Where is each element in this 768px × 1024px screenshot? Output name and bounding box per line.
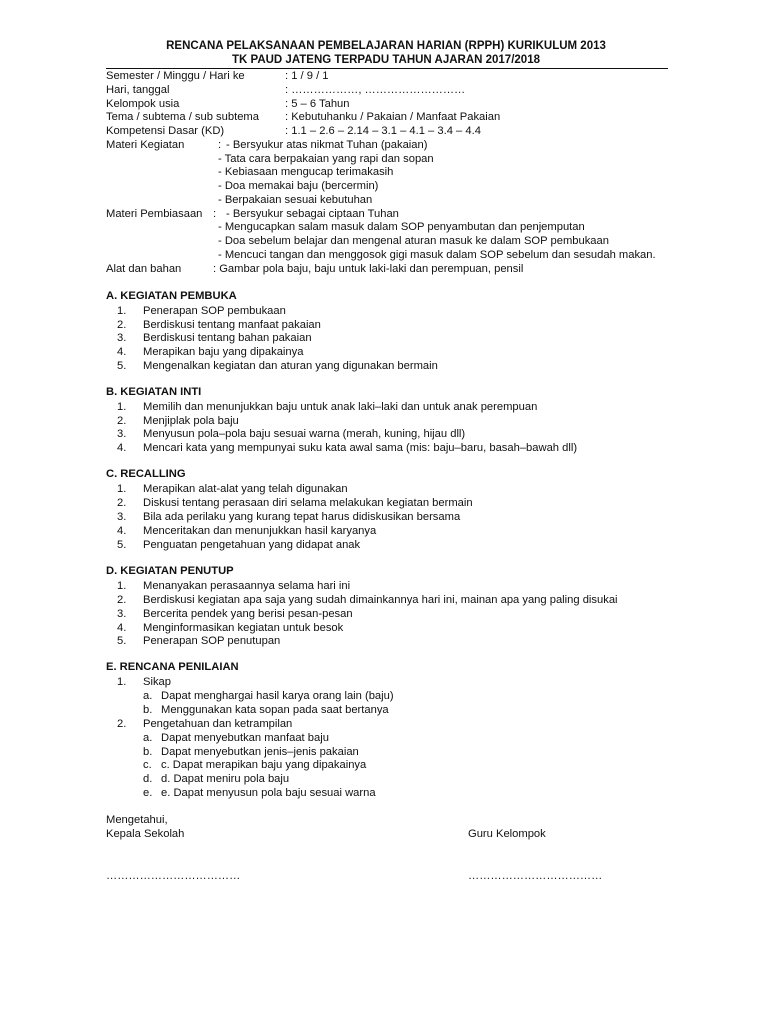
info-label: Kelompok usia [106,98,180,110]
list-number: 4. [117,622,127,634]
info-label: Kompetensi Dasar (KD) [106,125,225,137]
materi-pembiasaan-item: - Mencuci tangan dan menggosok gigi masuk dalam SOP sebelum dan sesudah makan. [218,249,656,261]
list-number: 3. [117,332,127,344]
info-row-hari-tanggal [0,83,768,97]
list-text: Bercerita pendek yang berisi pesan-pesan [143,608,353,620]
list-item [0,427,768,441]
list-text: Menceritakan dan menunjukkan hasil karyanya [143,525,377,537]
info-row-kelompok-usia [0,97,768,111]
sub-mark: a. [143,732,153,744]
list-text: Merapikan alat-alat yang telah digunakan [143,483,348,495]
list-number: 3. [117,608,127,620]
kepala-sekolah-label: Kepala Sekolah [106,828,185,840]
document-title-line1: RENCANA PELAKSANAAN PEMBELAJARAN HARIAN (RPPH) KURIKULUM 2013 [166,40,606,52]
list-text: Pengetahuan dan ketrampilan [143,718,293,730]
guru-kelompok-signature-line: ……………………………… [468,870,603,882]
info-row-semester [0,69,768,83]
sub-mark: c. [143,759,152,771]
list-text: Sikap [143,676,171,688]
list-text: Memilih dan menunjukkan baju untuk anak laki–laki dan untuk anak perempuan [143,401,538,413]
info-value: : 1 / 9 / 1 [285,70,329,82]
list-item [0,318,768,332]
sub-item [0,758,768,772]
list-text: Penguatan pengetahuan yang didapat anak [143,539,361,551]
list-text: Penerapan SOP penutupan [143,635,281,647]
sub-mark: e. [143,787,153,799]
info-label: Semester / Minggu / Hari ke [106,70,245,82]
list-text: Menjiplak pola baju [143,415,239,427]
materi-kegiatan-item: - Doa memakai baju (bercermin) [218,180,379,192]
info-value: : Kebutuhanku / Pakaian / Manfaat Pakaian [285,111,501,123]
sub-text: Menggunakan kata sopan pada saat bertanya [161,704,389,716]
alat-bahan-row [0,262,768,276]
section-heading-inti: B. KEGIATAN INTI [106,386,202,398]
list-item [0,579,768,593]
sub-text: e. Dapat menyusun pola baju sesuai warna [161,787,376,799]
list-number: 2. [117,497,127,509]
list-item [0,496,768,510]
list-item [0,717,768,731]
list-item [0,345,768,359]
guru-kelompok-label: Guru Kelompok [468,828,546,840]
list-number: 2. [117,415,127,427]
info-row-kompetensi [0,124,768,138]
kepala-sekolah-signature-line: ……………………………… [106,870,241,882]
list-number: 1. [117,483,127,495]
list-item [0,607,768,621]
mengetahui-label: Mengetahui, [106,814,168,826]
list-number: 1. [117,580,127,592]
list-item [0,482,768,496]
sub-text: Dapat menyebutkan jenis–jenis pakaian [161,746,359,758]
list-item [0,675,768,689]
sub-item [0,731,768,745]
list-number: 5. [117,360,127,372]
sub-item [0,745,768,759]
list-text: Penerapan SOP pembukaan [143,305,286,317]
sub-mark: b. [143,746,153,758]
list-item [0,621,768,635]
list-text: Diskusi tentang perasaan diri selama melakukan kegiatan bermain [143,497,473,509]
list-number: 4. [117,346,127,358]
sub-item [0,786,768,800]
list-item [0,414,768,428]
materi-pembiasaan-item: - Bersyukur sebagai ciptaan Tuhan [226,208,399,220]
list-item [0,593,768,607]
sub-text: Dapat menghargai hasil karya orang lain (baju) [161,690,394,702]
sub-text: Dapat menyebutkan manfaat baju [161,732,329,744]
list-text: Menginformasikan kegiatan untuk besok [143,622,344,634]
sub-item [0,772,768,786]
sub-text: d. Dapat meniru pola baju [161,773,290,785]
document-title-line2: TK PAUD JATENG TERPADU TAHUN AJARAN 2017/2018 [231,54,540,66]
list-item [0,304,768,318]
list-text: Bila ada perilaku yang kurang tepat harus didiskusikan bersama [143,511,461,523]
list-item [0,510,768,524]
list-text: Mengenalkan kegiatan dan aturan yang digunakan bermain [143,360,438,372]
info-label: Tema / subtema / sub subtema [106,111,259,123]
list-number: 2. [117,319,127,331]
list-text: Menanyakan perasaannya selama hari ini [143,580,351,592]
list-text: Berdiskusi tentang manfaat pakaian [143,319,321,331]
list-text: Berdiskusi kegiatan apa saja yang sudah dimainkannya hari ini, mainan apa yang paling disukai [143,594,618,606]
list-number: 1. [117,401,127,413]
materi-pembiasaan-row [0,207,768,221]
materi-pembiasaan-item: - Mengucapkan salam masuk dalam SOP penyambutan dan penjemputan [218,221,585,233]
list-number: 1. [117,305,127,317]
list-number: 1. [117,676,127,688]
list-text: Menyusun pola–pola baju sesuai warna (merah, kuning, hijau dll) [143,428,466,440]
list-number: 4. [117,525,127,537]
alat-bahan-value: : Gambar pola baju, baju untuk laki-laki dan perempuan, pensil [213,263,524,275]
list-text: Berdiskusi tentang bahan pakaian [143,332,312,344]
materi-pembiasaan-item: - Doa sebelum belajar dan mengenal aturan masuk ke dalam SOP pembukaan [218,235,609,247]
list-item [0,524,768,538]
section-heading-penilaian: E. RENCANA PENILAIAN [106,661,239,673]
sub-text: c. Dapat merapikan baju yang dipakainya [161,759,367,771]
list-text: Merapikan baju yang dipakainya [143,346,304,358]
list-number: 5. [117,539,127,551]
list-number: 3. [117,511,127,523]
materi-kegiatan-colon: : [218,139,222,151]
sub-mark: d. [143,773,153,785]
materi-kegiatan-item: - Tata cara berpakaian yang rapi dan sopan [218,153,434,165]
list-item [0,359,768,373]
sub-item [0,689,768,703]
section-heading-penutup: D. KEGIATAN PENUTUP [106,565,234,577]
materi-kegiatan-item: - Berpakaian sesuai kebutuhan [218,194,373,206]
list-item [0,538,768,552]
info-value: : 1.1 – 2.6 – 2.14 – 3.1 – 4.1 – 3.4 – 4.4 [285,125,481,137]
list-number: 2. [117,718,127,730]
info-label: Hari, tanggal [106,84,170,96]
list-number: 4. [117,442,127,454]
list-number: 3. [117,428,127,440]
list-text: Mencari kata yang mempunyai suku kata awal sama (mis: baju–baru, basah–bawah dll) [143,442,578,454]
list-item [0,331,768,345]
materi-kegiatan-item: - Kebiasaan mengucap terimakasih [218,166,394,178]
sub-item [0,703,768,717]
list-number: 5. [117,635,127,647]
materi-kegiatan-row [0,138,768,152]
alat-bahan-label: Alat dan bahan [106,263,182,275]
info-row-tema [0,110,768,124]
sub-mark: a. [143,690,153,702]
info-value: : 5 – 6 Tahun [285,98,350,110]
list-item [0,634,768,648]
materi-pembiasaan-colon: : [213,208,217,220]
list-item [0,441,768,455]
section-heading-pembuka: A. KEGIATAN PEMBUKA [106,290,237,302]
section-heading-recalling: C. RECALLING [106,468,186,480]
sub-mark: b. [143,704,153,716]
list-item [0,400,768,414]
info-value: : ………………, ……………………… [285,84,466,96]
list-number: 2. [117,594,127,606]
materi-pembiasaan-label: Materi Pembiasaan [106,208,203,220]
materi-kegiatan-item: - Bersyukur atas nikmat Tuhan (pakaian) [226,139,428,151]
materi-kegiatan-label: Materi Kegiatan [106,139,185,151]
